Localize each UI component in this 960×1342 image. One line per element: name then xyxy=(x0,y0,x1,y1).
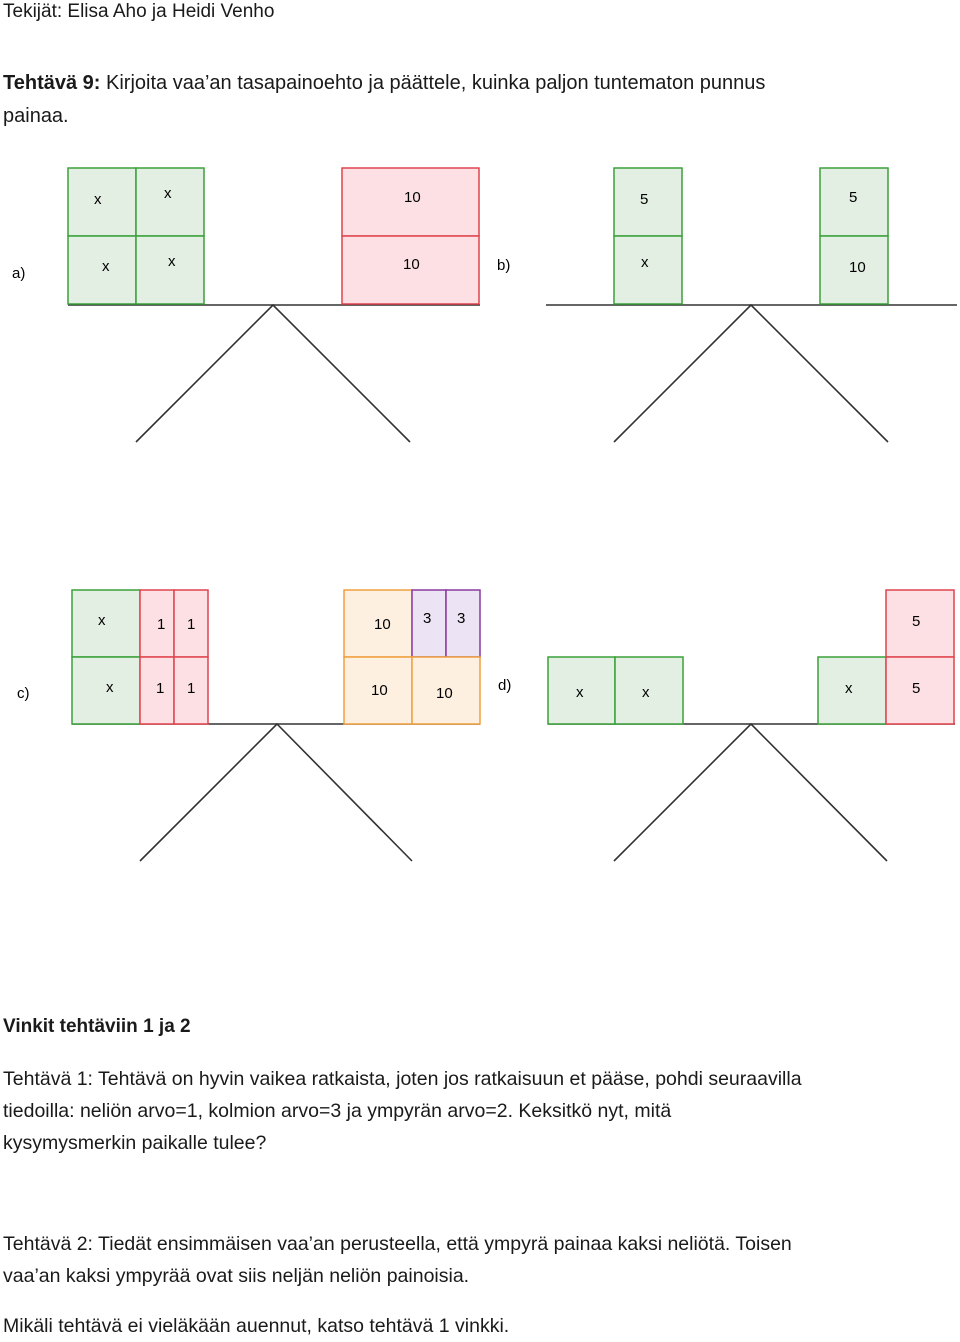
weight-label: x xyxy=(98,612,106,629)
weight-label: 10 xyxy=(374,616,391,633)
weight-label: x xyxy=(102,258,110,275)
scale-label-b: b) xyxy=(497,257,511,274)
hint-paragraph-line: Mikäli tehtävä ei vieläkään auennut, katso tehtävä 1 vinkki. xyxy=(3,1315,510,1337)
weight-label: 5 xyxy=(912,613,921,630)
weight-block xyxy=(68,168,136,236)
scale-label-c: c) xyxy=(17,685,30,702)
weight-label: 10 xyxy=(436,685,453,702)
hint-paragraph-line: kysymysmerkin paikalle tulee? xyxy=(3,1132,267,1154)
weight-block xyxy=(136,236,204,304)
weight-label: 5 xyxy=(640,191,649,208)
fulcrum-b xyxy=(614,305,888,442)
scale-b xyxy=(497,168,957,442)
weight-label: 1 xyxy=(187,616,196,633)
hint-paragraph-line: Tehtävä 1: Tehtävä on hyvin vaikea ratkaista, joten jos ratkaisuun et pääse, pohdi seuraavilla xyxy=(3,1068,802,1090)
hint-paragraph-line: Tehtävä 2: Tiedät ensimmäisen vaa’an perusteella, että ympyrä painaa kaksi neliötä. Toisen xyxy=(3,1233,792,1255)
weight-label: 5 xyxy=(912,680,921,697)
hint-paragraph-line: vaa’an kaksi ympyrää ovat siis neljän neliön painoisia. xyxy=(3,1265,470,1287)
scale-label-d: d) xyxy=(498,677,512,694)
weight-label: 5 xyxy=(849,189,858,206)
hint-paragraph-line: tiedoilla: neliön arvo=1, kolmion arvo=3 ja ympyrän arvo=2. Keksitkö nyt, mitä xyxy=(3,1100,672,1122)
task-label: Tehtävä 9: xyxy=(3,72,101,94)
weight-label: 1 xyxy=(156,680,165,697)
weight-label: x xyxy=(845,680,853,697)
task-text-line1: Kirjoita vaa’an tasapainoehto ja päättele, kuinka paljon tuntematon punnus xyxy=(100,72,766,94)
weight-label: x xyxy=(168,253,176,270)
fulcrum-c xyxy=(140,724,412,861)
weight-label: x xyxy=(164,185,172,202)
weight-label: x xyxy=(642,684,650,701)
task-text-line2: painaa. xyxy=(3,105,69,127)
weight-label: 3 xyxy=(457,610,466,627)
weight-label: x xyxy=(94,191,102,208)
scale-d xyxy=(498,590,955,861)
weight-label: 10 xyxy=(371,682,388,699)
weight-label: 10 xyxy=(403,256,420,273)
fulcrum-a xyxy=(136,305,410,442)
weight-block xyxy=(136,168,204,236)
weight-label: 10 xyxy=(849,259,866,276)
hints-heading: Vinkit tehtäviin 1 ja 2 xyxy=(3,1016,191,1037)
weight-label: x xyxy=(576,684,584,701)
author-line: Tekijät: Elisa Aho ja Heidi Venho xyxy=(3,1,275,22)
fulcrum-d xyxy=(614,724,887,861)
weight-label: 10 xyxy=(404,189,421,206)
scale-c xyxy=(17,590,480,861)
weight-label: 3 xyxy=(423,610,432,627)
scale-a xyxy=(12,168,480,442)
weight-label: x xyxy=(641,254,649,271)
weight-label: x xyxy=(106,679,114,696)
weight-label: 1 xyxy=(187,680,196,697)
weight-label: 1 xyxy=(157,616,166,633)
weight-block xyxy=(72,590,140,657)
scale-label-a: a) xyxy=(12,265,26,282)
